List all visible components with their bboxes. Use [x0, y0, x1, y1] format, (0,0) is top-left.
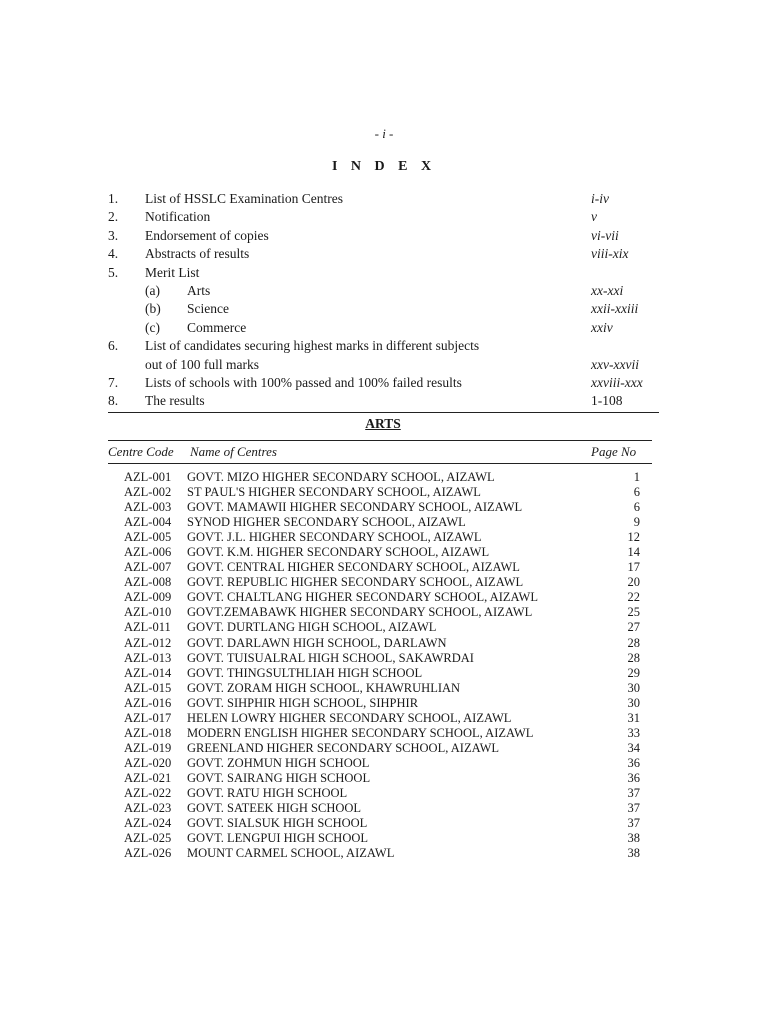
index-item-page: v: [591, 209, 597, 225]
index-item-number: 2.: [108, 209, 119, 225]
centre-code: AZL-023: [124, 801, 172, 816]
centre-page: 22: [627, 590, 640, 605]
centre-name: GOVT. SATEEK HIGH SCHOOL: [187, 801, 362, 816]
table-row: [0, 590, 768, 605]
table-row: [0, 831, 768, 846]
index-item-text: out of 100 full marks: [145, 356, 259, 372]
centre-name: GOVT. MAMAWII HIGHER SECONDARY SCHOOL, AIZAWL: [187, 500, 523, 515]
centre-page: 38: [627, 846, 640, 861]
table-row: [0, 726, 768, 741]
section-title: ARTS: [365, 416, 401, 431]
centre-code: AZL-005: [124, 530, 172, 545]
centre-page: 12: [627, 530, 640, 545]
table-row: [0, 846, 768, 861]
centre-name: GOVT. ZORAM HIGH SCHOOL, KHAWRUHLIAN: [187, 680, 461, 695]
centre-page: 37: [627, 816, 640, 831]
centre-name: GOVT. REPUBLIC HIGHER SECONDARY SCHOOL, AIZAWL: [187, 575, 524, 590]
index-item-continuation: [108, 356, 660, 374]
centre-name: HELEN LOWRY HIGHER SECONDARY SCHOOL, AIZAWL: [187, 710, 512, 725]
centre-name: GOVT. RATU HIGH SCHOOL: [187, 785, 348, 800]
centre-page: 36: [627, 755, 640, 770]
centre-code: AZL-020: [124, 755, 172, 770]
index-list: [108, 190, 660, 411]
page-number: - i -: [374, 126, 394, 141]
centre-code: AZL-024: [124, 816, 172, 831]
centre-code: AZL-019: [124, 740, 172, 755]
centre-code: AZL-012: [124, 635, 172, 650]
centre-page: 28: [627, 635, 640, 650]
centre-code: AZL-021: [124, 770, 172, 785]
index-item-page: viii-xix: [591, 246, 629, 262]
index-item-number: 5.: [108, 264, 119, 280]
index-item-text: Lists of schools with 100% passed and 100% failed results: [145, 374, 462, 390]
merit-sub-item: [108, 282, 660, 300]
merit-sub-letter: (c): [145, 319, 160, 335]
table-row: [0, 771, 768, 786]
centre-code: AZL-016: [124, 695, 172, 710]
centre-name: GOVT. MIZO HIGHER SECONDARY SCHOOL, AIZAWL: [187, 470, 495, 484]
centre-name: GOVT. DURTLANG HIGH SCHOOL, AIZAWL: [187, 620, 437, 635]
centre-name: GOVT. DARLAWN HIGH SCHOOL, DARLAWN: [187, 635, 447, 650]
centre-page: 28: [627, 650, 640, 665]
table-row: [0, 801, 768, 816]
centre-code: AZL-009: [124, 590, 172, 605]
centre-page: 6: [633, 485, 640, 500]
merit-sub-text: Arts: [187, 282, 211, 298]
centre-code: AZL-013: [124, 650, 172, 665]
centre-code: AZL-011: [124, 620, 171, 635]
merit-sub-page: xxiv: [591, 319, 613, 335]
centre-code: AZL-015: [124, 680, 172, 695]
centre-name: GOVT. K.M. HIGHER SECONDARY SCHOOL, AIZAWL: [187, 545, 490, 560]
centre-name: GOVT. LENGPUI HIGH SCHOOL: [187, 831, 369, 846]
merit-sub-item: [108, 319, 660, 337]
centre-code: AZL-006: [124, 545, 172, 560]
table-row: [0, 786, 768, 801]
centre-page: 14: [627, 545, 640, 560]
table-row: [0, 605, 768, 620]
index-item: [108, 392, 660, 410]
centre-code: AZL-026: [124, 846, 172, 861]
table-row: [0, 485, 768, 500]
index-item-number: 7.: [108, 374, 119, 390]
centre-code: AZL-025: [124, 831, 172, 846]
centre-name: SYNOD HIGHER SECONDARY SCHOOL, AIZAWL: [187, 515, 466, 530]
centre-page: 33: [627, 725, 640, 740]
index-item-text: Notification: [145, 209, 211, 225]
index-item-text: The results: [145, 393, 205, 409]
centre-page: 30: [627, 695, 640, 710]
table-row: [0, 470, 768, 485]
index-item-number: 4.: [108, 246, 119, 262]
index-title: I N D E X: [331, 159, 437, 174]
index-item: [108, 337, 660, 355]
index-item: [108, 245, 660, 263]
index-item: [108, 374, 660, 392]
centre-code: AZL-010: [124, 605, 172, 620]
table-row: [0, 575, 768, 590]
merit-sub-text: Science: [187, 301, 229, 317]
index-item-text: Endorsement of copies: [145, 227, 269, 243]
centre-name: GOVT. THINGSULTHLIAH HIGH SCHOOL: [187, 665, 423, 680]
centre-page: 37: [627, 801, 640, 816]
index-item-text: List of candidates securing highest marks in different subjects: [145, 338, 480, 354]
centre-page: 36: [627, 770, 640, 785]
table-row: [0, 651, 768, 666]
centres-table: [0, 470, 768, 861]
centre-name: GOVT. ZOHMUN HIGH SCHOOL: [187, 755, 370, 770]
centre-page: 17: [627, 560, 640, 575]
header-name-of-centres: Name of Centres: [190, 444, 277, 459]
index-item: [108, 190, 660, 208]
index-item-page: i-iv: [591, 191, 609, 206]
table-row: [0, 681, 768, 696]
centre-page: 30: [627, 680, 640, 695]
centre-page: 37: [627, 785, 640, 800]
merit-sub-item: [108, 300, 660, 318]
centre-code: AZL-002: [124, 485, 172, 500]
centre-code: AZL-004: [124, 515, 172, 530]
centre-page: 38: [627, 831, 640, 846]
centre-code: AZL-007: [124, 560, 172, 575]
table-row: [0, 500, 768, 515]
centre-name: MOUNT CARMEL SCHOOL, AIZAWL: [187, 846, 395, 861]
index-item: [108, 227, 660, 245]
centre-name: GOVT. CHALTLANG HIGHER SECONDARY SCHOOL, AIZAWL: [187, 590, 538, 605]
merit-sub-letter: (a): [145, 282, 160, 298]
centre-name: GREENLAND HIGHER SECONDARY SCHOOL, AIZAWL: [187, 740, 500, 755]
centre-page: 20: [627, 575, 640, 590]
divider: [108, 463, 652, 464]
index-item: [108, 264, 660, 282]
centre-name: GOVT. SIALSUK HIGH SCHOOL: [187, 816, 368, 831]
table-row: [0, 816, 768, 831]
index-item-number: 1.: [108, 191, 119, 206]
table-row: [0, 696, 768, 711]
centre-code: AZL-003: [124, 500, 172, 515]
centre-name: GOVT.ZEMABAWK HIGHER SECONDARY SCHOOL, AIZAWL: [187, 605, 533, 620]
centre-page: 25: [627, 605, 640, 620]
centre-page: 27: [627, 620, 640, 635]
table-row: [0, 756, 768, 771]
centre-page: 1: [633, 470, 640, 484]
centre-name: GOVT. J.L. HIGHER SECONDARY SCHOOL, AIZAWL: [187, 530, 482, 545]
table-row: [0, 741, 768, 756]
index-item-page: 1-108: [591, 393, 623, 409]
table-row: [0, 666, 768, 681]
index-item-page: vi-vii: [591, 227, 619, 243]
divider: [108, 412, 659, 413]
header-page-no: Page No: [591, 444, 637, 459]
table-row: [0, 711, 768, 726]
merit-sub-page: xx-xxi: [591, 282, 624, 298]
centre-code: AZL-017: [124, 710, 172, 725]
table-row: [0, 545, 768, 560]
index-item-page: xxviii-xxx: [591, 374, 643, 390]
centre-name: GOVT. CENTRAL HIGHER SECONDARY SCHOOL, AIZAWL: [187, 560, 520, 575]
centre-name: GOVT. SIHPHIR HIGH SCHOOL, SIHPHIR: [187, 695, 419, 710]
header-centre-code: Centre Code: [108, 444, 174, 459]
index-item-number: 8.: [108, 393, 119, 409]
index-item-number: 6.: [108, 338, 119, 354]
index-item-number: 3.: [108, 227, 119, 243]
centre-code: AZL-018: [124, 725, 172, 740]
divider: [108, 440, 652, 441]
centre-name: MODERN ENGLISH HIGHER SECONDARY SCHOOL, AIZAWL: [187, 725, 534, 740]
centre-code: AZL-001: [124, 470, 172, 484]
centre-name: GOVT. SAIRANG HIGH SCHOOL: [187, 770, 371, 785]
centre-page: 6: [633, 500, 640, 515]
centre-page: 9: [633, 515, 640, 530]
table-row: [0, 620, 768, 635]
merit-sub-page: xxii-xxiii: [591, 301, 639, 317]
centre-code: AZL-014: [124, 665, 172, 680]
index-item-page: xxv-xxvii: [591, 356, 639, 372]
centre-code: AZL-008: [124, 575, 172, 590]
table-row: [0, 636, 768, 651]
centre-page: 31: [627, 710, 640, 725]
index-item-text: Merit List: [145, 264, 200, 280]
table-row: [0, 560, 768, 575]
centre-page: 34: [627, 740, 640, 755]
index-item-text: Abstracts of results: [145, 246, 250, 262]
index-item: [108, 208, 660, 226]
merit-sub-text: Commerce: [187, 319, 247, 335]
centre-name: GOVT. TUISUALRAL HIGH SCHOOL, SAKAWRDAI: [187, 650, 474, 665]
centre-code: AZL-022: [124, 785, 172, 800]
merit-sub-letter: (b): [145, 301, 161, 317]
index-item-text: List of HSSLC Examination Centres: [145, 191, 343, 206]
centre-name: ST PAUL'S HIGHER SECONDARY SCHOOL, AIZAWL: [187, 485, 481, 500]
centre-page: 29: [627, 665, 640, 680]
table-row: [0, 530, 768, 545]
table-row: [0, 515, 768, 530]
